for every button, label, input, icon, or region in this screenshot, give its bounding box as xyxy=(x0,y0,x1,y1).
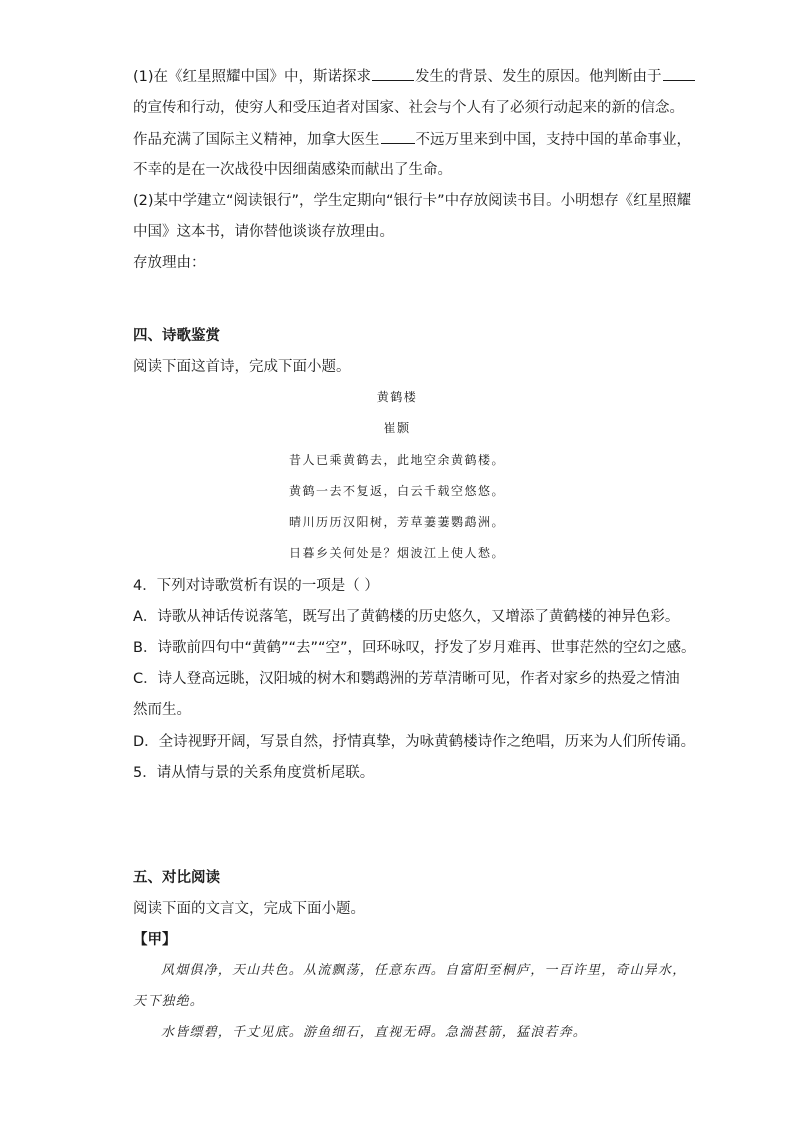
q1-text-c: 作品充满了国际主义精神，加拿大医生 xyxy=(133,132,380,148)
section-heading-comparative: 五、对比阅读 xyxy=(133,870,220,886)
poem-line-4: 日暮乡关何处是？烟波江上使人愁。 xyxy=(288,546,505,560)
passage-para1-line2: 天下独绝。 xyxy=(133,994,205,1009)
section-heading-poetry: 四、诗歌鉴赏 xyxy=(133,328,220,344)
poetry-intro: 阅读下面这首诗，完成下面小题。 xyxy=(133,359,351,375)
q2-line-1: (2)某中学建立“阅读银行”，学生定期向“银行卡”中存放阅读书目。小明想存《红星照耀 xyxy=(133,193,692,209)
q1-line-1 xyxy=(133,66,696,87)
q2-answer-label: 存放理由： xyxy=(133,255,206,271)
q1-line-4: 不幸的是在一次战役中因细菌感染而献出了生命。 xyxy=(133,162,452,178)
comparative-intro: 阅读下面的文言文，完成下面小题。 xyxy=(133,901,365,917)
q1-line-2: 的宣传和行动，使穷人和受压迫者对国家、社会与个人有了必须行动起来的新的信念。 xyxy=(133,100,684,116)
passage-label-jia: 【甲】 xyxy=(133,932,177,948)
passage-para2-line1: 水皆缥碧，千丈见底。游鱼细石，直视无碍。急湍甚箭，猛浪若奔。 xyxy=(161,1025,588,1040)
passage-para1-line1: 风烟俱净，天山共色。从流飘荡，任意东西。自富阳至桐庐，一百许里，奇山异水， xyxy=(161,963,687,978)
question-4: 4．下列对诗歌赏析有误的一项是（ ） xyxy=(133,578,379,594)
answer-blank-1[interactable] xyxy=(372,66,414,81)
q1-text-a: (1)在《红星照耀中国》中，斯诺探求 xyxy=(133,69,372,85)
option-b[interactable]: B．诗歌前四句中“黄鹤”“去”“空”，回环咏叹，抒发了岁月难再、世事茫然的空幻之感。 xyxy=(133,640,696,656)
poem-line-1: 昔人已乘黄鹤去，此地空余黄鹤楼。 xyxy=(288,453,505,467)
poem-line-3: 晴川历历汉阳树，芳草萋萋鹦鹉洲。 xyxy=(288,515,505,529)
answer-blank-2[interactable] xyxy=(663,66,695,81)
answer-blank-3[interactable] xyxy=(381,129,415,144)
poem-title: 黄鹤楼 xyxy=(376,390,418,404)
option-d[interactable]: D．全诗视野开阔，写景自然，抒情真挚，为咏黄鹤楼诗作之绝唱，历来为人们所传诵。 xyxy=(133,734,696,750)
q1-text-b: 发生的背景、发生的原因。他判断由于 xyxy=(415,69,662,85)
option-c-continued: 然而生。 xyxy=(133,702,191,718)
question-5: 5．请从情与景的关系角度赏析尾联。 xyxy=(133,765,375,781)
q2-line-2: 中国》这本书，请你替他谈谈存放理由。 xyxy=(133,224,394,240)
poem-line-2: 黄鹤一去不复返，白云千载空悠悠。 xyxy=(288,484,505,498)
option-a[interactable]: A．诗歌从神话传说落笔，既写出了黄鹤楼的历史悠久，又增添了黄鹤楼的神异色彩。 xyxy=(133,609,680,625)
option-c[interactable]: C．诗人登高远眺，汉阳城的树木和鹦鹉洲的芳草清晰可见，作者对家乡的热爱之情油 xyxy=(133,671,680,687)
q1-text-d: 不远万里来到中国，支持中国的革命事业， xyxy=(415,132,691,148)
poem-author: 崔颢 xyxy=(383,421,411,435)
q1-line-3 xyxy=(133,129,691,150)
